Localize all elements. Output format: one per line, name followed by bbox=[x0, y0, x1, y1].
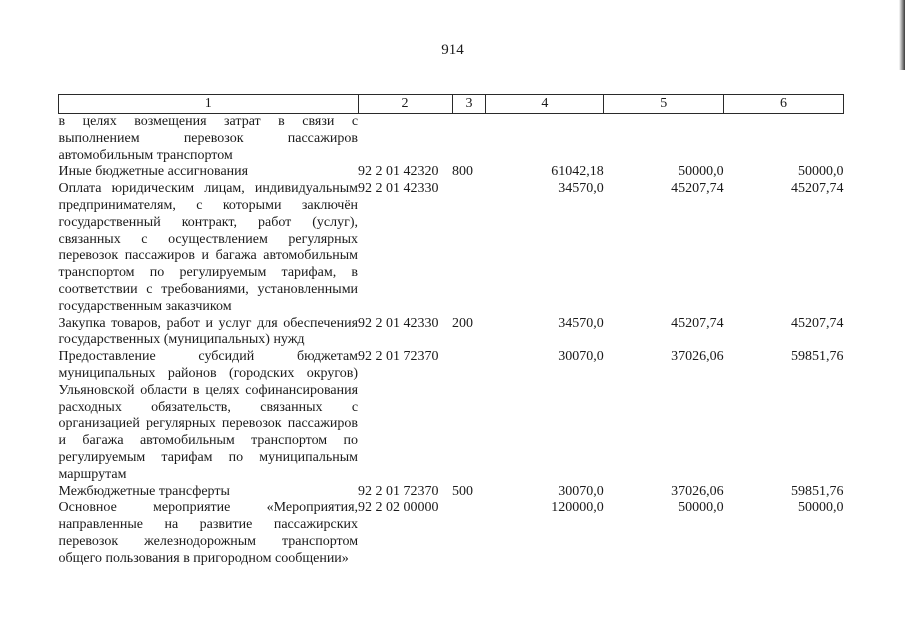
row-value-6: 45207,74 bbox=[791, 315, 844, 331]
row-code: 92 2 01 42330 bbox=[358, 181, 439, 197]
row-value-6 bbox=[724, 114, 844, 165]
table-row bbox=[59, 164, 844, 181]
table-row bbox=[59, 349, 844, 483]
row-value-4 bbox=[486, 114, 604, 165]
row-value-4: 34570,0 bbox=[558, 181, 604, 197]
column-header-3: 3 bbox=[452, 95, 486, 114]
row-value-4: 120000,0 bbox=[551, 500, 604, 516]
page-number: 914 bbox=[441, 42, 464, 58]
row-expense-type bbox=[452, 114, 486, 165]
row-expense-type bbox=[452, 181, 486, 315]
row-code bbox=[358, 114, 452, 165]
row-expense-type: 200 bbox=[452, 315, 473, 331]
table-row bbox=[59, 181, 844, 315]
column-header-1: 1 bbox=[59, 95, 359, 114]
table-row bbox=[59, 500, 844, 567]
column-header-6: 6 bbox=[724, 95, 844, 114]
row-code: 92 2 02 00000 bbox=[358, 500, 439, 516]
row-value-4: 61042,18 bbox=[551, 164, 604, 180]
row-code: 92 2 01 42330 bbox=[358, 315, 439, 331]
row-expense-type: 800 bbox=[452, 164, 473, 180]
row-value-6: 59851,76 bbox=[791, 349, 844, 365]
row-code: 92 2 01 42320 bbox=[358, 164, 439, 180]
header-row bbox=[59, 95, 844, 114]
row-value-4: 30070,0 bbox=[558, 349, 604, 365]
row-name: Межбюджетные трансферты bbox=[58, 483, 230, 499]
row-value-6: 45207,74 bbox=[791, 181, 844, 197]
row-expense-type bbox=[452, 349, 486, 483]
row-value-5 bbox=[604, 114, 724, 165]
row-name: Основное мероприятие «Мероприятия, направленные на развитие пассажирских перевозок железнодорожным транспортом общего пользования в пригородном сообщении» bbox=[58, 500, 359, 566]
row-value-6: 50000,0 bbox=[798, 500, 844, 516]
row-value-4: 30070,0 bbox=[558, 483, 604, 499]
row-value-5: 45207,74 bbox=[671, 315, 724, 331]
row-name: Иные бюджетные ассигнования bbox=[58, 164, 249, 180]
row-name: Оплата юридическим лицам, индивидуальным предпринимателям, с которыми заключён государственный контракт, работ (услуг), связанных с осуществлением регулярных перевозок пассажиров и багажа автомобильным транспортом по регулируемым тарифам, в соответствии с требованиями, установленными государственным заказчиком bbox=[58, 181, 359, 314]
scan-edge-mark bbox=[899, 0, 905, 70]
row-value-5: 50000,0 bbox=[678, 164, 724, 180]
column-header-5: 5 bbox=[604, 95, 724, 114]
table-row bbox=[59, 114, 844, 165]
table-row bbox=[59, 316, 844, 350]
table-row bbox=[59, 484, 844, 501]
row-name: Предоставление субсидий бюджетам муниципальных районов (городских округов) Ульяновской области в целях софинансирования расходных обязательств, связанных с организацией регулярных перевозок пассажиров и багажа автомобильным транспортом по регулируемым тарифам по муниципальным маршрутам bbox=[58, 349, 359, 482]
row-value-4: 34570,0 bbox=[558, 315, 604, 331]
row-value-6: 59851,76 bbox=[791, 483, 844, 499]
row-code: 92 2 01 72370 bbox=[358, 349, 439, 365]
column-header-2: 2 bbox=[358, 95, 452, 114]
row-value-5: 37026,06 bbox=[671, 483, 724, 499]
row-value-5: 45207,74 bbox=[671, 181, 724, 197]
row-value-5: 50000,0 bbox=[678, 500, 724, 516]
row-expense-type: 500 bbox=[452, 483, 473, 499]
row-code: 92 2 01 72370 bbox=[358, 483, 439, 499]
column-header-4: 4 bbox=[486, 95, 604, 114]
row-value-5: 37026,06 bbox=[671, 349, 724, 365]
row-expense-type bbox=[452, 500, 486, 567]
row-value-6: 50000,0 bbox=[798, 164, 844, 180]
row-name: Закупка товаров, работ и услуг для обеспечения государственных (муниципальных) нужд bbox=[58, 315, 359, 348]
budget-table bbox=[58, 94, 844, 568]
row-name: в целях возмещения затрат в связи с выполнением перевозок пассажиров автомобильным транспортом bbox=[58, 114, 359, 163]
